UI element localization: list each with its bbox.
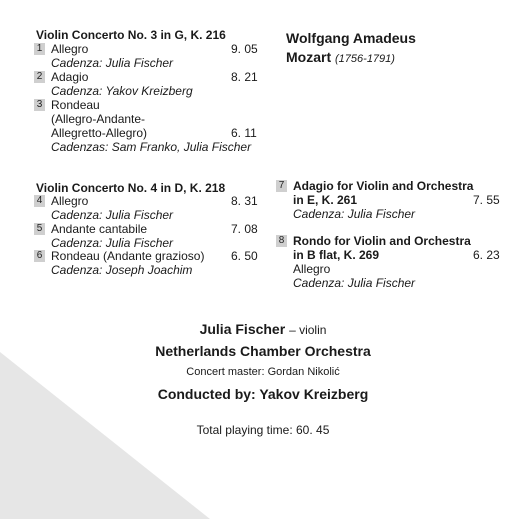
track-title-line: Rondo for Violin and Orchestra xyxy=(293,234,471,248)
track-number: 3 xyxy=(34,99,45,111)
track-cadenza: Cadenza: Julia Fischer xyxy=(293,276,416,290)
track-cadenza: Cadenzas: Sam Franko, Julia Fischer xyxy=(51,140,252,154)
track-cadenza: Cadenza: Julia Fischer xyxy=(51,208,174,222)
track-title: Andante cantabile xyxy=(51,222,148,236)
soloist-name: Julia Fischer xyxy=(199,321,286,337)
soloist-role: – violin xyxy=(289,323,327,337)
track-number: 6 xyxy=(34,250,45,262)
track-title: Allegro xyxy=(51,194,89,208)
track-cadenza: Cadenza: Joseph Joachim xyxy=(51,263,193,277)
track-title-line: Allegretto-Allegro) xyxy=(51,126,148,140)
composer-dates: (1756-1791) xyxy=(335,53,395,65)
work-title-concerto-4: Violin Concerto No. 4 in D, K. 218 xyxy=(36,181,226,195)
concert-master-credit: Concert master: Gordan Nikolić xyxy=(186,366,340,378)
track-title-line: (Allegro-Andante- xyxy=(51,112,146,126)
track-1 xyxy=(34,42,173,70)
track-2-duration: 8. 21 xyxy=(231,70,258,84)
track-title: Allegro xyxy=(51,42,89,56)
track-7-duration: 7. 55 xyxy=(473,193,500,207)
track-cadenza: Cadenza: Julia Fischer xyxy=(51,236,174,250)
track-8-duration: 6. 23 xyxy=(473,248,500,262)
track-3-duration: 6. 11 xyxy=(231,126,257,140)
track-number: 4 xyxy=(34,195,45,207)
work-title-concerto-3: Violin Concerto No. 3 in G, K. 216 xyxy=(36,28,226,42)
track-2 xyxy=(34,70,193,98)
track-4 xyxy=(34,194,173,222)
track-5-duration: 7. 08 xyxy=(231,222,258,236)
track-title: Adagio xyxy=(51,70,89,84)
track-6-duration: 6. 50 xyxy=(231,249,258,263)
track-3 xyxy=(34,98,251,154)
track-1-duration: 9. 05 xyxy=(231,42,258,56)
track-5 xyxy=(34,222,173,250)
composer-surname: Mozart xyxy=(286,49,332,65)
track-title-line: Adagio for Violin and Orchestra xyxy=(293,179,474,193)
track-title: Rondeau (Andante grazioso) xyxy=(51,249,205,263)
track-number: 1 xyxy=(34,43,45,55)
track-number: 8 xyxy=(276,235,287,247)
conductor-credit: Conducted by: Yakov Kreizberg xyxy=(157,386,369,402)
track-cadenza: Cadenza: Julia Fischer xyxy=(51,56,174,70)
track-number: 7 xyxy=(276,180,287,192)
composer-name-line2-block xyxy=(286,49,395,65)
track-number: 2 xyxy=(34,71,45,83)
track-7 xyxy=(276,179,473,221)
total-playing-time: Total playing time: 60. 45 xyxy=(196,423,330,437)
track-title-line: in B flat, K. 269 xyxy=(293,248,380,262)
orchestra-credit: Netherlands Chamber Orchestra xyxy=(155,343,371,359)
track-number: 5 xyxy=(34,223,45,235)
track-6 xyxy=(34,249,204,277)
track-cadenza: Cadenza: Yakov Kreizberg xyxy=(51,84,193,98)
track-title-line: in E, K. 261 xyxy=(293,193,358,207)
track-title-line: Allegro xyxy=(293,262,331,276)
track-8 xyxy=(276,234,471,290)
track-title-line: Rondeau xyxy=(51,98,100,112)
track-cadenza: Cadenza: Julia Fischer xyxy=(293,207,416,221)
composer-name-line1: Wolfgang Amadeus xyxy=(286,30,416,46)
track-4-duration: 8. 31 xyxy=(231,194,258,208)
soloist-credit xyxy=(0,321,526,337)
